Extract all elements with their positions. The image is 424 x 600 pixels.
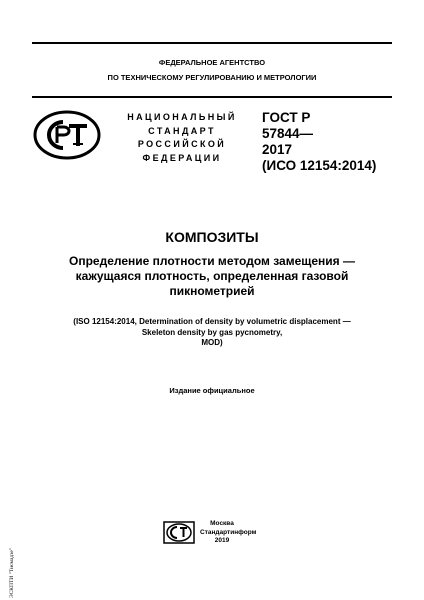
standard-type [112, 111, 252, 165]
publisher-name: Стандартинформ [200, 528, 257, 536]
iso-reference-line-3: MOD) [201, 338, 223, 347]
publisher-city: Москва [210, 520, 234, 527]
document-title: КОМПОЗИТЫ [165, 229, 259, 245]
publisher-year: 2019 [214, 537, 230, 544]
gost-r-logo-icon [33, 110, 101, 160]
top-rule [32, 42, 392, 44]
subtitle-line-2: кажущаяся плотность, определенная газовой [75, 269, 349, 283]
publisher-info [200, 520, 257, 546]
standard-type-line-1: НАЦИОНАЛЬНЫЙ [127, 112, 237, 122]
agency-line-1: ФЕДЕРАЛЬНОЕ АГЕНТСТВО [158, 58, 266, 67]
designation [262, 110, 402, 174]
iso-reference-line-2: Skeleton density by gas pycnometry, [141, 327, 283, 337]
header-rule [32, 96, 392, 98]
subtitle-line-1: Определение плотности методом замещения — [68, 254, 356, 268]
iso-reference-line-1: (ISO 12154:2014, Determination of density by volumetric displacement — [73, 317, 351, 326]
agency-line-2: ПО ТЕХНИЧЕСКОМУ РЕГУЛИРОВАНИЮ И МЕТРОЛОГИИ [107, 73, 317, 82]
standard-type-line-4: ФЕДЕРАЦИИ [142, 152, 222, 163]
iso-reference [32, 317, 392, 349]
standard-type-line-3: РОССИЙСКОЙ [137, 139, 227, 149]
designation-line-1: ГОСТ Р [262, 110, 311, 125]
watermark [6, 520, 16, 600]
standartinform-logo-icon [163, 521, 195, 544]
designation-line-4: (ИСО 12154:2014) [262, 158, 377, 173]
designation-line-3: 2017 [262, 142, 293, 157]
watermark-text: ЭСКПТИ "Тисмадзе" [9, 547, 15, 598]
subtitle-line-3: пикнометрией [169, 284, 255, 298]
standard-type-line-2: СТАНДАРТ [148, 125, 216, 136]
designation-line-2: 57844— [262, 126, 314, 141]
document-subtitle [40, 254, 384, 299]
edition-note: Издание официальное [169, 386, 255, 395]
